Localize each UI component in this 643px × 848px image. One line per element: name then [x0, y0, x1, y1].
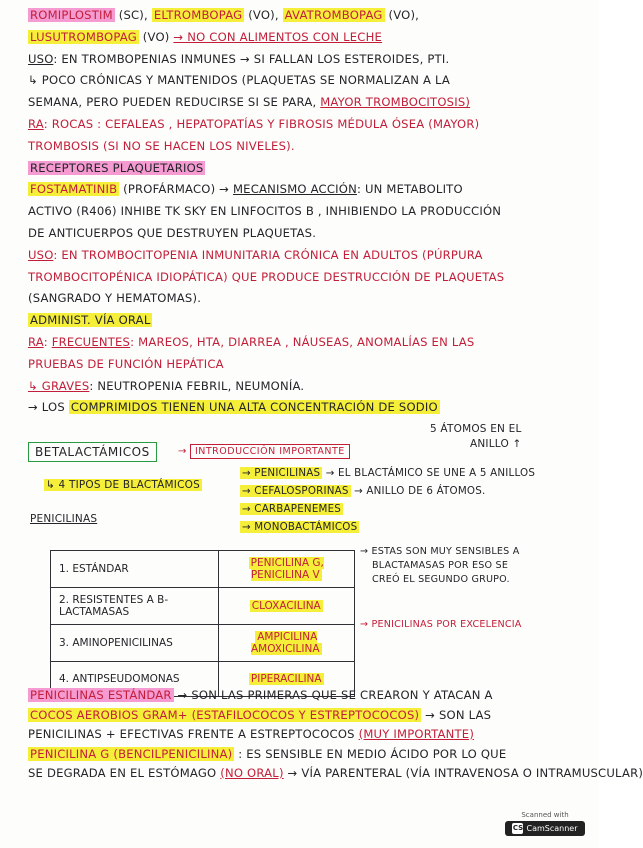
table-cell-drug	[218, 625, 355, 662]
note-line	[28, 400, 577, 415]
note-text: ELTROMBOPAG	[153, 8, 243, 22]
intro-arrow: → INTRODUCCIÓN IMPORTANTE	[178, 444, 577, 459]
note-text: LUSUTROMBOPAG	[30, 29, 137, 44]
table-cell-group: 1. ESTÁNDAR	[51, 551, 219, 588]
drug-name: AMPICILINA AMOXICILINA	[250, 631, 320, 655]
note-text: FRECUENTES	[51, 335, 131, 349]
table-cell-group: 2. RESISTENTES A Β-LACTAMASAS	[51, 588, 219, 625]
note-text: (VO)	[138, 29, 174, 44]
note-text: → VÍA PARENTERAL (VÍA INTRAVENOSA O INTRAMUSCULAR)	[283, 766, 643, 780]
atoms-note: 5 ÁTOMOS EN EL	[430, 423, 522, 435]
note-line	[28, 291, 577, 306]
table-row	[51, 588, 355, 625]
note-text: USO	[28, 247, 54, 262]
note-line	[28, 139, 577, 154]
note-text: COCOS AEROBIOS GRAM+ (ESTAFILOCOCOS Y ESTREPTOCOCOS)	[30, 707, 420, 722]
note-text: : ROCAS : CEFALEAS , HEPATOPATÍAS Y FIBROSIS MÉDULA ÓSEA (MAYOR)	[43, 117, 480, 131]
note-text: : NEUTROPENIA FEBRIL, NEUMONÍA.	[89, 378, 305, 393]
note-text: → SON LAS	[421, 707, 492, 722]
note-line	[28, 357, 577, 372]
table-row	[51, 551, 355, 588]
table-cell-drug	[218, 551, 355, 588]
note-text: PENICILINA G (BENCILPENICILINA)	[30, 746, 233, 761]
note-line	[28, 727, 577, 742]
note-line	[28, 204, 577, 219]
betalactamicos-title: BETALACTÁMICOS	[35, 445, 150, 459]
note-text: : UN METABOLITO	[356, 182, 463, 197]
note-text: MAYOR TROMBOCITOSIS)	[320, 95, 471, 110]
note-text: RA	[28, 117, 44, 131]
note-line	[28, 52, 577, 67]
table-note-2: ΒLACTAMASAS POR ESO SE	[372, 560, 509, 571]
beta-type-item	[240, 520, 577, 535]
drug-name: CLOXACILINA	[251, 600, 321, 612]
note-text: → LOS	[28, 400, 69, 415]
note-text: USO	[28, 51, 54, 66]
note-line	[28, 95, 577, 110]
camscanner-logo-icon: CS	[512, 824, 524, 832]
note-text: RECEPTORES PLAQUETARIOS	[30, 160, 204, 175]
note-text: → NO CON ALIMENTOS CON LECHE	[173, 29, 383, 44]
note-text: FOSTAMATINIB	[30, 182, 118, 197]
note-line	[28, 270, 577, 285]
note-text: RA	[28, 335, 44, 349]
note-text: ↳ GRAVES	[28, 378, 90, 393]
note-line	[28, 747, 577, 762]
note-text: : ES SENSIBLE EN MEDIO ÁCIDO POR LO QUE	[234, 746, 507, 761]
note-text: (VO),	[244, 8, 283, 22]
note-line	[28, 8, 577, 23]
note-line	[28, 379, 577, 394]
betalactamicos-title-box	[28, 442, 157, 462]
note-text: ACTIVO (R406) INHIBE TK SKY EN LINFOCITOS B , INHIBIENDO LA PRODUCCIÓN	[28, 204, 502, 219]
note-line	[28, 117, 577, 132]
beta-type-item	[240, 502, 577, 517]
beta-type-label: → PENICILINAS	[242, 467, 321, 479]
beta-type-label: → CEFALOSPORINAS	[242, 485, 349, 497]
note-line	[28, 708, 577, 723]
note-line	[28, 226, 577, 241]
table-cell-drug	[218, 588, 355, 625]
note-text: DE ANTICUERPOS QUE DESTRUYEN PLAQUETAS.	[28, 226, 317, 240]
note-text: ROMIPLOSTIM	[30, 8, 113, 22]
beta-type-note: → EL ΒLACTÁMICO SE UNE A 5 ANILLOS	[322, 467, 536, 479]
note-text: :	[43, 335, 52, 349]
note-line	[28, 335, 577, 350]
note-text: TROMBOSIS (SI NO SE HACEN LOS NIVELES).	[28, 138, 295, 153]
beta-type-label: → CARBAPENEMES	[242, 503, 342, 515]
tipos-text: ↳ 4 TIPOS DE ΒLACTÁMICOS	[46, 479, 200, 491]
table-note-3: CREÓ EL SEGUNDO GRUPO.	[372, 574, 510, 585]
atoms-note-2: ANILLO ↑	[470, 438, 522, 450]
note-text: COMPRIMIDOS TIENEN UNA ALTA CONCENTRACIÓN DE SODIO	[70, 400, 438, 415]
note-text: ↳ POCO CRÓNICAS Y MANTENIDOS (PLAQUETAS SE NORMALIZAN A LA	[28, 73, 451, 88]
note-line	[28, 30, 577, 45]
table-row	[51, 625, 355, 662]
note-line	[28, 766, 643, 781]
note-text: AVATROMBOPAG	[284, 8, 383, 22]
note-text: SE DEGRADA EN EL ESTÓMAGO	[28, 766, 221, 780]
beta-type-label: → MONOBACTÁMICOS	[242, 521, 358, 533]
note-text: SEMANA, PERO PUEDEN REDUCIRSE SI SE PARA,	[28, 95, 321, 110]
drug-name: PENICILINA G, PENICILINA V	[250, 557, 324, 581]
note-text: (NO ORAL)	[220, 766, 284, 780]
note-line	[28, 313, 577, 328]
note-text: → SON LAS PRIMERAS QUE SE CREARON Y ATACAN A	[173, 688, 493, 702]
note-text: : EN TROMBOCITOPENIA INMUNITARIA CRÓNICA EN ADULTOS (PÚRPURA	[53, 247, 483, 262]
beta-type-item	[240, 484, 577, 499]
note-text: (PROFÁRMACO) →	[119, 182, 233, 197]
beta-type-note: → ANILLO DE 6 ÁTOMOS.	[350, 485, 486, 497]
table-cell-group: 4. ANTIPSEUDOMONAS	[51, 662, 219, 697]
note-text: (SC),	[114, 8, 152, 22]
scanner-brand-text: CamScanner	[526, 824, 578, 833]
note-text: PENICILINAS + EFECTIVAS FRENTE A ESTREPTOCOCOS	[28, 727, 359, 741]
note-text: (MUY IMPORTANTE)	[358, 727, 475, 741]
note-text: MECANISMO ACCIÓN	[232, 182, 357, 197]
note-text: PRUEBAS DE FUNCIÓN HEPÁTICA	[28, 356, 224, 371]
penicilinas-label: PENICILINAS	[30, 513, 98, 525]
table-cell-group: 3. AMINOPENICILINAS	[51, 625, 219, 662]
beta-type-item	[240, 466, 577, 481]
note-text: TROMBOCITOPÉNICA IDIOPÁTICA) QUE PRODUCE DESTRUCCIÓN DE PLAQUETAS	[28, 269, 505, 284]
table-note-1: → ESTAS SON MUY SENSIBLES A	[360, 546, 520, 557]
note-line	[28, 73, 577, 88]
table-note-4: → PENICILINAS POR EXCELENCIA	[360, 619, 522, 630]
note-text: : EN TROMBOPENIAS INMUNES → SI FALLAN LOS ESTEROIDES, PTI.	[53, 51, 450, 66]
note-text: (SANGRADO Y HEMATOMAS).	[28, 291, 202, 306]
drug-name: PIPERACILINA	[250, 673, 322, 685]
note-line	[28, 161, 577, 176]
tipos-label	[44, 478, 244, 493]
note-line	[28, 248, 577, 263]
scanner-brand	[505, 821, 585, 836]
note-text: PENICILINAS ESTÁNDAR	[30, 688, 172, 702]
note-line	[28, 688, 577, 703]
note-line	[28, 182, 577, 197]
camscanner-watermark	[505, 811, 585, 836]
penicilinas-table	[50, 550, 355, 697]
note-text: : MAREOS, HTA, DIARREA , NÁUSEAS, ANOMALÍAS EN LAS	[130, 335, 475, 349]
note-text: (VO),	[384, 8, 420, 22]
intro-box: INTRODUCCIÓN IMPORTANTE	[190, 444, 350, 459]
scanner-top-text: Scanned with	[521, 811, 569, 819]
note-text: ADMINIST. VÍA ORAL	[30, 313, 151, 328]
